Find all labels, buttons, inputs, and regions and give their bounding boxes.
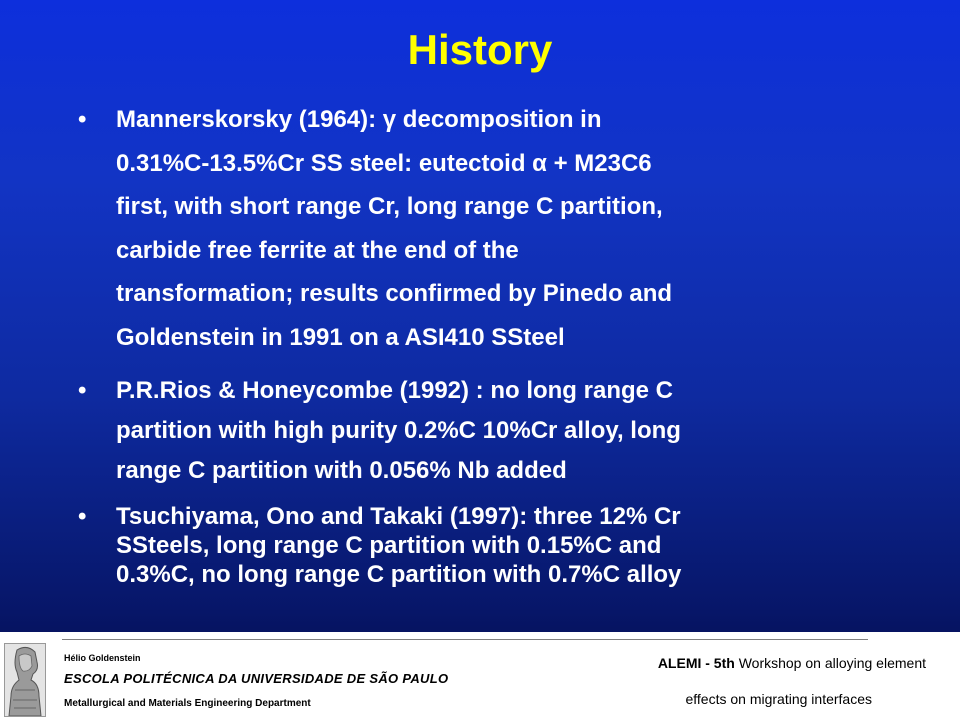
conference-line-1: [658, 655, 926, 671]
bullet-line: range C partition with 0.056% Nb added: [116, 457, 567, 484]
author-name: Hélio Goldenstein: [64, 653, 141, 663]
conference-subtitle: Workshop on alloying element: [734, 655, 926, 671]
bullet-line: carbide free ferrite at the end of the: [116, 236, 519, 264]
bullet-line: partition with high purity 0.2%C 10%Cr alloy, long: [116, 417, 681, 444]
department-name: Metallurgical and Materials Engineering Department: [64, 698, 311, 709]
bullet-line: first, with short range Cr, long range C partition,: [116, 193, 663, 220]
conference-name: ALEMI - 5th: [657, 655, 735, 671]
school-name: ESCOLA POLITÉCNICA DA UNIVERSIDADE DE SÃO PAULO: [64, 671, 449, 686]
bullet-item-1: [78, 98, 948, 359]
bullet-line: Tsuchiyama, Ono and Takaki (1997): three 12% Cr: [116, 503, 681, 530]
slide-footer: [0, 632, 960, 720]
footer-divider: [62, 639, 868, 640]
bullet-line: 0.3%C, no long range C partition with 0.7%C alloy: [116, 561, 682, 588]
bullet-point-icon: •: [78, 106, 87, 133]
conference-line-2: effects on migrating interfaces: [685, 691, 872, 707]
bullet-item-3: [78, 502, 948, 589]
bullet-list: [78, 98, 948, 589]
slide-title: History: [407, 26, 553, 73]
bullet-line: 0.31%C-13.5%Cr SS steel: eutectoid α + M23C6: [116, 149, 652, 177]
bullet-item-2: [78, 371, 948, 491]
bullet-line: Mannerskorsky (1964): γ decomposition in: [116, 106, 602, 133]
bullet-line: SSteels, long range C partition with 0.15%C and: [116, 532, 662, 559]
bullet-point-icon: •: [78, 503, 87, 530]
bullet-line: transformation; results confirmed by Pinedo and: [116, 280, 673, 307]
bullet-line: Goldenstein in 1991 on a ASI410 SSteel: [116, 323, 565, 351]
statue-logo-icon: [4, 643, 46, 717]
bullet-point-icon: •: [78, 377, 87, 404]
bullet-line: P.R.Rios & Honeycombe (1992) : no long range C: [116, 377, 673, 404]
